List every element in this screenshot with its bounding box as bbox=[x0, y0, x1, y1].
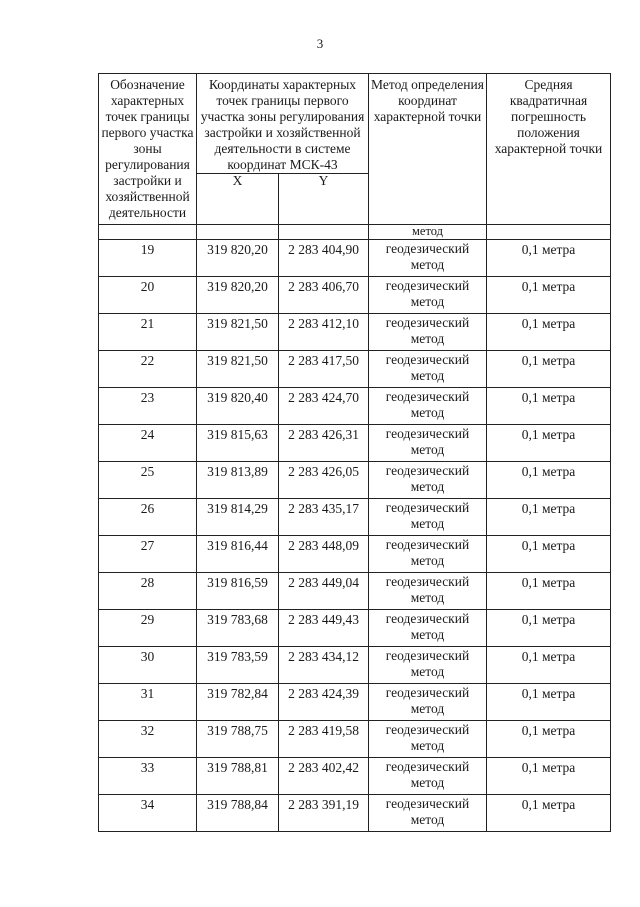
point-number: 22 bbox=[99, 351, 197, 388]
coordinate-x: 319 820,40 bbox=[197, 388, 279, 425]
coordinate-y: 2 283 417,50 bbox=[279, 351, 369, 388]
table-row bbox=[99, 462, 611, 499]
accuracy-cell: 0,1 метра bbox=[487, 795, 611, 832]
accuracy-cell: 0,1 метра bbox=[487, 314, 611, 351]
point-number: 32 bbox=[99, 721, 197, 758]
point-number: 27 bbox=[99, 536, 197, 573]
header-point-designation: Обозначение характерных точек границы первого участка зоны регулирования застройки и хозяйственной деятельности bbox=[99, 74, 197, 225]
coordinate-y: 2 283 391,19 bbox=[279, 795, 369, 832]
coordinate-y: 2 283 449,43 bbox=[279, 610, 369, 647]
table-row bbox=[99, 721, 611, 758]
method-cell: геодезический метод bbox=[369, 425, 487, 462]
coordinate-x: 319 782,84 bbox=[197, 684, 279, 721]
method-cell: геодезический метод bbox=[369, 462, 487, 499]
accuracy-cell: 0,1 метра bbox=[487, 499, 611, 536]
table-row bbox=[99, 240, 611, 277]
coordinate-x: 319 788,81 bbox=[197, 758, 279, 795]
page-number: 3 bbox=[316, 36, 324, 51]
coordinate-x: 319 816,59 bbox=[197, 573, 279, 610]
point-number: 33 bbox=[99, 758, 197, 795]
header-method: Метод определения координат характерной точки bbox=[369, 74, 487, 225]
accuracy-cell: 0,1 метра bbox=[487, 351, 611, 388]
header-y: Y bbox=[279, 174, 369, 225]
table-row bbox=[99, 610, 611, 647]
coordinate-y: 2 283 424,39 bbox=[279, 684, 369, 721]
coordinate-x: 319 815,63 bbox=[197, 425, 279, 462]
point-number: 24 bbox=[99, 425, 197, 462]
coordinate-x: 319 816,44 bbox=[197, 536, 279, 573]
method-cell: геодезический метод bbox=[369, 499, 487, 536]
coordinate-y: 2 283 402,42 bbox=[279, 758, 369, 795]
table-row bbox=[99, 425, 611, 462]
accuracy-cell: 0,1 метра bbox=[487, 758, 611, 795]
coordinate-x: 319 783,59 bbox=[197, 647, 279, 684]
accuracy-cell: 0,1 метра bbox=[487, 610, 611, 647]
table-row bbox=[99, 647, 611, 684]
coordinate-y: 2 283 435,17 bbox=[279, 499, 369, 536]
accuracy-cell: 0,1 метра bbox=[487, 647, 611, 684]
accuracy-cell: 0,1 метра bbox=[487, 240, 611, 277]
accuracy-cell: 0,1 метра bbox=[487, 462, 611, 499]
point-number: 28 bbox=[99, 573, 197, 610]
coordinates-table bbox=[98, 73, 611, 832]
table-row bbox=[99, 499, 611, 536]
coordinate-y: 2 283 434,12 bbox=[279, 647, 369, 684]
accuracy-cell: 0,1 метра bbox=[487, 573, 611, 610]
accuracy-cell: 0,1 метра bbox=[487, 425, 611, 462]
continuation-method: метод bbox=[369, 225, 487, 240]
coordinate-x: 319 788,75 bbox=[197, 721, 279, 758]
table-row bbox=[99, 351, 611, 388]
coordinate-x: 319 788,84 bbox=[197, 795, 279, 832]
coordinate-y: 2 283 404,90 bbox=[279, 240, 369, 277]
table-row bbox=[99, 758, 611, 795]
coordinate-x: 319 820,20 bbox=[197, 277, 279, 314]
method-cell: геодезический метод bbox=[369, 277, 487, 314]
method-cell: геодезический метод bbox=[369, 647, 487, 684]
coordinate-x: 319 820,20 bbox=[197, 240, 279, 277]
point-number: 23 bbox=[99, 388, 197, 425]
point-number: 21 bbox=[99, 314, 197, 351]
table-row bbox=[99, 573, 611, 610]
accuracy-cell: 0,1 метра bbox=[487, 536, 611, 573]
point-number: 30 bbox=[99, 647, 197, 684]
coordinate-x: 319 821,50 bbox=[197, 314, 279, 351]
method-cell: геодезический метод bbox=[369, 721, 487, 758]
point-number: 19 bbox=[99, 240, 197, 277]
table-row bbox=[99, 277, 611, 314]
method-cell: геодезический метод bbox=[369, 758, 487, 795]
point-number: 31 bbox=[99, 684, 197, 721]
table-row bbox=[99, 795, 611, 832]
table-row bbox=[99, 388, 611, 425]
coordinate-y: 2 283 449,04 bbox=[279, 573, 369, 610]
method-cell: геодезический метод bbox=[369, 573, 487, 610]
method-cell: геодезический метод bbox=[369, 314, 487, 351]
header-x: X bbox=[197, 174, 279, 225]
point-number: 26 bbox=[99, 499, 197, 536]
coordinate-y: 2 283 406,70 bbox=[279, 277, 369, 314]
method-cell: геодезический метод bbox=[369, 240, 487, 277]
coordinate-x: 319 821,50 bbox=[197, 351, 279, 388]
point-number: 29 bbox=[99, 610, 197, 647]
accuracy-cell: 0,1 метра bbox=[487, 388, 611, 425]
table-row bbox=[99, 314, 611, 351]
accuracy-cell: 0,1 метра bbox=[487, 277, 611, 314]
coordinate-x: 319 783,68 bbox=[197, 610, 279, 647]
point-number: 20 bbox=[99, 277, 197, 314]
method-cell: геодезический метод bbox=[369, 351, 487, 388]
method-cell: геодезический метод bbox=[369, 536, 487, 573]
method-cell: геодезический метод bbox=[369, 610, 487, 647]
point-number: 34 bbox=[99, 795, 197, 832]
header-accuracy: Средняя квадратичная погрешность положения характерной точки bbox=[487, 74, 611, 225]
method-cell: геодезический метод bbox=[369, 388, 487, 425]
coordinate-y: 2 283 448,09 bbox=[279, 536, 369, 573]
coordinate-y: 2 283 426,31 bbox=[279, 425, 369, 462]
continuation-row bbox=[99, 225, 611, 240]
header-coordinates: Координаты характерных точек границы первого участка зоны регулирования застройки и хозяйственной деятельности в системе координат МСК-43 bbox=[197, 74, 369, 174]
table-row bbox=[99, 536, 611, 573]
accuracy-cell: 0,1 метра bbox=[487, 721, 611, 758]
method-cell: геодезический метод bbox=[369, 795, 487, 832]
coordinate-x: 319 814,29 bbox=[197, 499, 279, 536]
coordinate-y: 2 283 419,58 bbox=[279, 721, 369, 758]
table-row bbox=[99, 684, 611, 721]
method-cell: геодезический метод bbox=[369, 684, 487, 721]
coordinate-y: 2 283 426,05 bbox=[279, 462, 369, 499]
coordinate-x: 319 813,89 bbox=[197, 462, 279, 499]
accuracy-cell: 0,1 метра bbox=[487, 684, 611, 721]
coordinate-y: 2 283 424,70 bbox=[279, 388, 369, 425]
point-number: 25 bbox=[99, 462, 197, 499]
coordinate-y: 2 283 412,10 bbox=[279, 314, 369, 351]
